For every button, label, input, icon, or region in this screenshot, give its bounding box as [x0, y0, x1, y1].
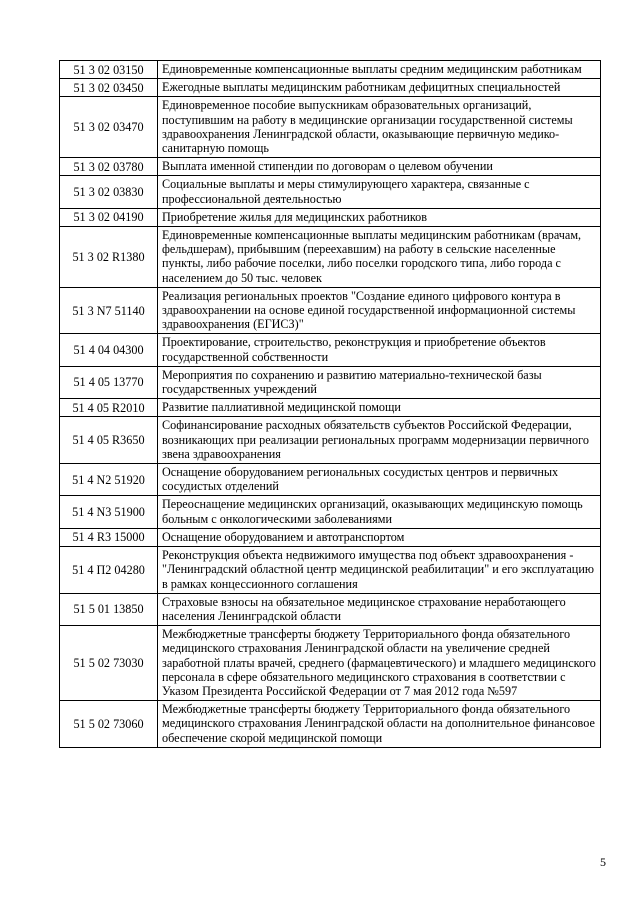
description-cell: Софинансирование расходных обязательств субъектов Российской Федерации, возникающих при реализации региональных программ модернизации первичного звена здравоохранения — [158, 417, 601, 464]
budget-code-cell: 51 3 02 03470 — [60, 97, 158, 158]
table-row — [60, 464, 601, 496]
budget-code-cell: 51 4 05 R2010 — [60, 399, 158, 417]
table-row — [60, 334, 601, 366]
description-cell: Мероприятия по сохранению и развитию материально-технической базы государственных учреждений — [158, 366, 601, 398]
table-row — [60, 208, 601, 226]
budget-code-cell: 51 4 05 13770 — [60, 366, 158, 398]
description-cell: Межбюджетные трансферты бюджету Территориального фонда обязательного медицинского страхования Ленинградской области на увеличение средней заработной платы врачей, среднего (фармацевтического) и младшего медицинского персонала в сфере обязательного медицинского страхования в соответствии с Указом Президента Российской Федерации от 7 мая 2012 года №597 — [158, 626, 601, 701]
table-row — [60, 79, 601, 97]
description-cell: Единовременные компенсационные выплаты медицинским работникам (врачам, фельдшерам), прибывшим (переехавшим) на работу в сельские населенные пункты, либо рабочие поселки, либо поселки городского типа, либо города с населением до 50 тыс. человек — [158, 227, 601, 288]
table-row — [60, 496, 601, 528]
table-row — [60, 547, 601, 594]
description-cell: Реализация региональных проектов "Создание единого цифрового контура в здравоохранении на основе единой государственной информационной системы здравоохранения (ЕГИСЗ)" — [158, 287, 601, 334]
description-cell: Развитие паллиативной медицинской помощи — [158, 399, 601, 417]
budget-code-cell: 51 3 02 04190 — [60, 208, 158, 226]
budget-code-cell: 51 3 02 03830 — [60, 176, 158, 208]
description-cell: Приобретение жилья для медицинских работников — [158, 208, 601, 226]
description-cell: Оснащение оборудованием региональных сосудистых центров и первичных сосудистых отделений — [158, 464, 601, 496]
budget-code-cell: 51 5 02 73030 — [60, 626, 158, 701]
budget-code-cell: 51 5 01 13850 — [60, 593, 158, 625]
budget-code-cell: 51 4 N2 51920 — [60, 464, 158, 496]
table-row — [60, 97, 601, 158]
description-cell: Социальные выплаты и меры стимулирующего характера, связанные с профессиональной деятельностью — [158, 176, 601, 208]
table-row — [60, 287, 601, 334]
description-cell: Реконструкция объекта недвижимого имущества под объект здравоохранения - "Ленинградский областной центр медицинской реабилитации" и его эксплуатацию в рамках концессионного соглашения — [158, 547, 601, 594]
table-row — [60, 399, 601, 417]
budget-code-cell: 51 3 02 03450 — [60, 79, 158, 97]
description-cell: Переоснащение медицинских организаций, оказывающих медицинскую помощь больным с онкологическими заболеваниями — [158, 496, 601, 528]
description-cell: Выплата именной стипендии по договорам о целевом обучении — [158, 158, 601, 176]
table-row — [60, 528, 601, 546]
budget-code-cell: 51 3 02 03780 — [60, 158, 158, 176]
budget-code-cell: 51 4 R3 15000 — [60, 528, 158, 546]
description-cell: Проектирование, строительство, реконструкция и приобретение объектов государственной собственности — [158, 334, 601, 366]
table-body — [60, 61, 601, 748]
table-row — [60, 701, 601, 748]
table-row — [60, 417, 601, 464]
table-row — [60, 158, 601, 176]
description-cell: Ежегодные выплаты медицинским работникам дефицитных специальностей — [158, 79, 601, 97]
table-row — [60, 176, 601, 208]
description-cell: Межбюджетные трансферты бюджету Территориального фонда обязательного медицинского страхования Ленинградской области на дополнительное финансовое обеспечение скорой медицинской помощи — [158, 701, 601, 748]
budget-code-cell: 51 3 02 R1380 — [60, 227, 158, 288]
table-row — [60, 227, 601, 288]
description-cell: Страховые взносы на обязательное медицинское страхование неработающего населения Ленинградской области — [158, 593, 601, 625]
table-row — [60, 626, 601, 701]
description-cell: Оснащение оборудованием и автотранспортом — [158, 528, 601, 546]
budget-code-cell: 51 5 02 73060 — [60, 701, 158, 748]
budget-code-table — [59, 60, 601, 748]
budget-code-cell: 51 3 02 03150 — [60, 61, 158, 79]
budget-code-cell: 51 4 04 04300 — [60, 334, 158, 366]
budget-code-cell: 51 4 П2 04280 — [60, 547, 158, 594]
table-row — [60, 366, 601, 398]
description-cell: Единовременные компенсационные выплаты средним медицинским работникам — [158, 61, 601, 79]
budget-code-cell: 51 3 N7 51140 — [60, 287, 158, 334]
budget-code-cell: 51 4 05 R3650 — [60, 417, 158, 464]
budget-code-cell: 51 4 N3 51900 — [60, 496, 158, 528]
table-row — [60, 593, 601, 625]
description-cell: Единовременное пособие выпускникам образовательных организаций, поступившим на работу в медицинские организации государственной системы здравоохранения Ленинградской области, оказывающие первичную медико-санитарную помощь — [158, 97, 601, 158]
table-row — [60, 61, 601, 79]
page-number: 5 — [600, 855, 606, 869]
